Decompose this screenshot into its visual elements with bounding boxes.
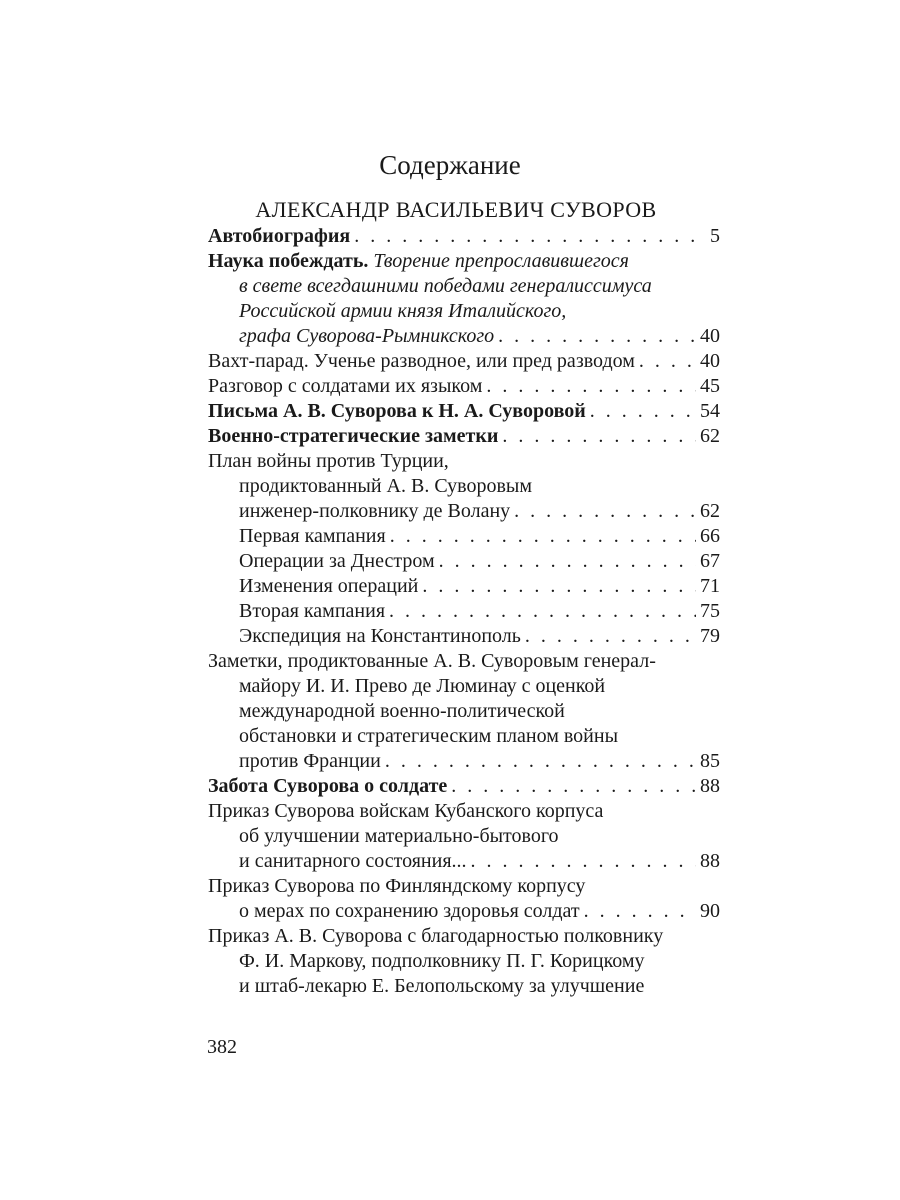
dot-leader [494,324,696,349]
toc-entry[interactable] [208,224,720,249]
dot-leader [635,349,696,374]
toc-entry-title: Разговор с солдатами их языком [208,375,483,397]
section-author-heading: АЛЕКСАНДР ВАСИЛЬЕВИЧ СУВОРОВ [255,197,657,222]
toc-entry-continuation: и штаб-лекарю Е. Белопольскому за улучшение [239,975,645,997]
toc-entry-continuation [208,899,720,924]
dot-leader [386,524,696,549]
toc-entry-continuation: продиктованный А. В. Суворовым [239,475,533,497]
toc-subentry[interactable] [208,549,720,574]
toc-entry-title: Операции за Днестром [239,550,435,572]
dot-leader [498,424,696,449]
dot-leader [385,599,696,624]
toc-subentry[interactable] [208,524,720,549]
toc-page-number: 45 [700,375,720,397]
toc-page-number: 40 [700,350,720,372]
toc-entry-title: Забота Суворова о солдате [208,775,448,797]
toc-entry[interactable]: Приказ Суворова войскам Кубанского корпуса [208,800,604,822]
toc-entry[interactable]: Приказ Суворова по Финляндскому корпусу [208,875,586,897]
dot-leader [435,549,696,574]
toc-entry-title: о мерах по сохранению здоровья солдат [239,900,580,922]
toc-entry[interactable]: Приказ А. В. Суворова с благодарностью полковнику [208,925,664,947]
dot-leader [510,499,696,524]
toc-entry-title: и санитарного состояния... [239,850,467,872]
toc-page-number: 88 [700,775,720,797]
dot-leader [586,399,696,424]
toc-entry-title: против Франции [239,750,381,772]
toc-entry[interactable] [208,774,720,799]
toc-page-number: 79 [700,625,720,647]
table-of-contents [208,224,720,999]
toc-entry[interactable]: Заметки, продиктованные А. В. Суворовым генерал- [208,650,656,672]
toc-entry[interactable] [208,424,720,449]
page-title: Содержание [379,150,521,180]
toc-entry-title: Военно-стратегические заметки [208,425,499,447]
toc-entry-title: Экспедиция на Константинополь [239,625,521,647]
toc-entry-title: Первая кампания [239,525,386,547]
toc-entry[interactable] [208,374,720,399]
toc-entry[interactable]: План войны против Турции, [208,450,449,472]
toc-entry-title: Наука побеждать. [208,250,369,272]
toc-entry-continuation: в свете всегдашними победами генералиссимуса [239,275,652,297]
toc-entry-subtitle: Творение препрославившегося [368,250,629,272]
toc-entry-title: Вторая кампания [239,600,386,622]
toc-page-number: 71 [700,575,720,597]
dot-leader [381,749,696,774]
toc-subentry[interactable] [208,599,720,624]
dot-leader [482,374,696,399]
toc-page-number: 88 [700,850,720,872]
toc-entry-continuation: об улучшении материально-бытового [239,825,559,847]
toc-entry-continuation: Российской армии князя Италийского, [239,300,567,322]
toc-entry-continuation: майору И. И. Прево де Люминау с оценкой [239,675,606,697]
toc-subentry[interactable] [208,624,720,649]
toc-entry-continuation: Ф. И. Маркову, подполковнику П. Г. Корицкому [239,950,645,972]
toc-subentry[interactable] [208,574,720,599]
toc-page-number: 54 [700,400,720,422]
toc-page-number: 5 [710,225,720,247]
toc-entry-title: Автобиография [208,225,351,247]
page-number: 382 [207,1036,237,1058]
toc-entry-title: Письма А. В. Суворова к Н. А. Суворовой [208,400,586,422]
toc-page-number: 62 [700,500,720,522]
toc-entry-continuation [208,849,720,874]
toc-entry[interactable] [208,349,720,374]
toc-entry-continuation [208,749,720,774]
dot-leader [350,224,706,249]
toc-entry-continuation: международной военно-политической [239,700,565,722]
toc-entry-title: инженер-полковнику де Волану [239,500,511,522]
toc-entry-continuation [208,499,720,524]
toc-entry-title: графа Суворова-Рымникского [239,325,495,347]
toc-page-number: 90 [700,900,720,922]
toc-entry-continuation: обстановки и стратегическим планом войны [239,725,619,747]
toc-entry-title: Вахт-парад. Ученье разводное, или пред разводом [208,350,635,372]
toc-page-number: 66 [700,525,720,547]
toc-entry-continuation [208,324,720,349]
dot-leader [580,899,696,924]
toc-page-number: 75 [700,600,720,622]
dot-leader [447,774,696,799]
dot-leader [418,574,696,599]
toc-page-number: 40 [700,325,720,347]
dot-leader [467,849,696,874]
dot-leader [521,624,696,649]
toc-entry-title: Изменения операций [239,575,419,597]
toc-entry[interactable] [208,399,720,424]
toc-page-number: 67 [700,550,720,572]
toc-page-number: 85 [700,750,720,772]
toc-entry[interactable] [208,249,720,274]
toc-page-number: 62 [700,425,720,447]
